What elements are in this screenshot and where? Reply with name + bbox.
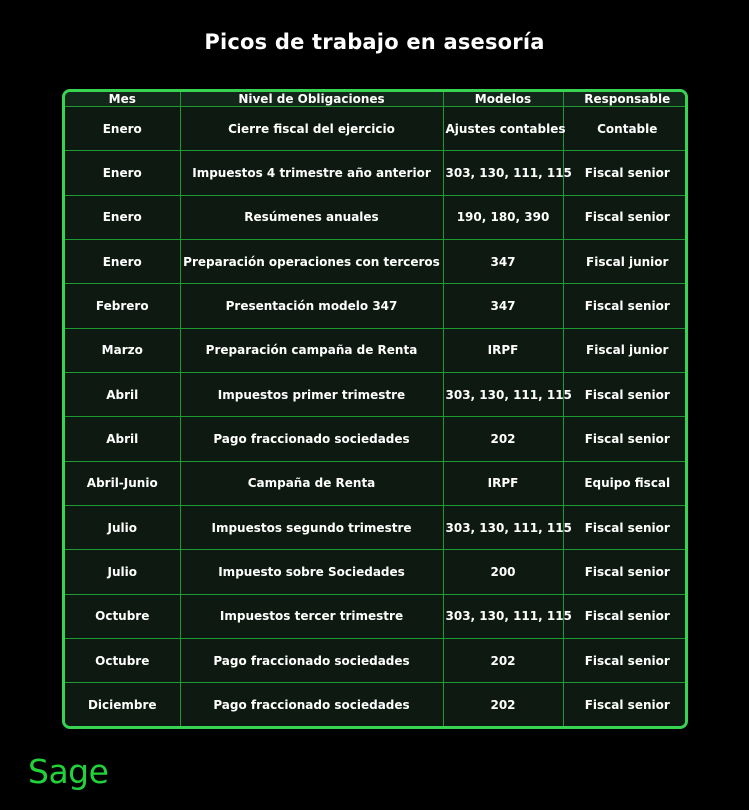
cell-modelos: 202 (443, 683, 563, 726)
table-row (65, 107, 688, 151)
cell-responsable: Fiscal senior (563, 506, 688, 550)
cell-modelos: 347 (443, 240, 563, 284)
header-responsable: Responsable (563, 92, 688, 107)
cell-nivel: Impuestos primer trimestre (180, 373, 443, 417)
obligations-table (65, 92, 688, 726)
cell-mes: Enero (65, 195, 180, 239)
table-row (65, 461, 688, 505)
cell-responsable: Fiscal senior (563, 151, 688, 195)
header-mes: Mes (65, 92, 180, 107)
cell-nivel: Impuestos segundo trimestre (180, 506, 443, 550)
cell-nivel: Pago fraccionado sociedades (180, 417, 443, 461)
cell-modelos: 303, 130, 111, 115 (443, 151, 563, 195)
cell-modelos: IRPF (443, 328, 563, 372)
header-modelos: Modelos (443, 92, 563, 107)
header-nivel-obligaciones: Nivel de Obligaciones (180, 92, 443, 107)
cell-nivel: Impuestos 4 trimestre año anterior (180, 151, 443, 195)
cell-modelos: 347 (443, 284, 563, 328)
cell-responsable: Fiscal senior (563, 594, 688, 638)
cell-modelos: 303, 130, 111, 115 (443, 506, 563, 550)
cell-modelos: Ajustes contables (443, 107, 563, 151)
cell-responsable: Fiscal junior (563, 328, 688, 372)
obligations-table-container (62, 89, 688, 729)
cell-mes: Julio (65, 506, 180, 550)
page-title: Picos de trabajo en asesoría (204, 30, 545, 54)
cell-mes: Octubre (65, 639, 180, 683)
cell-mes: Abril (65, 417, 180, 461)
table-row (65, 639, 688, 683)
cell-mes: Enero (65, 240, 180, 284)
cell-responsable: Fiscal senior (563, 683, 688, 726)
table-row (65, 594, 688, 638)
table-row (65, 240, 688, 284)
cell-responsable: Fiscal senior (563, 284, 688, 328)
cell-mes: Julio (65, 550, 180, 594)
cell-modelos: IRPF (443, 461, 563, 505)
sage-logo: Sage (28, 752, 109, 791)
cell-responsable: Equipo fiscal (563, 461, 688, 505)
cell-modelos: 303, 130, 111, 115 (443, 373, 563, 417)
cell-responsable: Fiscal senior (563, 417, 688, 461)
table-body (65, 107, 688, 727)
table-row (65, 151, 688, 195)
cell-nivel: Preparación operaciones con terceros (180, 240, 443, 284)
cell-responsable: Fiscal senior (563, 639, 688, 683)
cell-responsable: Fiscal senior (563, 195, 688, 239)
cell-mes: Enero (65, 107, 180, 151)
table-header-row (65, 92, 688, 107)
table-row (65, 195, 688, 239)
table-row (65, 506, 688, 550)
table-row (65, 284, 688, 328)
table-row (65, 328, 688, 372)
cell-responsable: Contable (563, 107, 688, 151)
cell-responsable: Fiscal junior (563, 240, 688, 284)
cell-modelos: 202 (443, 417, 563, 461)
cell-nivel: Impuesto sobre Sociedades (180, 550, 443, 594)
cell-mes: Enero (65, 151, 180, 195)
cell-nivel: Impuestos tercer trimestre (180, 594, 443, 638)
cell-nivel: Presentación modelo 347 (180, 284, 443, 328)
cell-mes: Abril-Junio (65, 461, 180, 505)
cell-modelos: 303, 130, 111, 115 (443, 594, 563, 638)
cell-nivel: Preparación campaña de Renta (180, 328, 443, 372)
cell-mes: Abril (65, 373, 180, 417)
cell-responsable: Fiscal senior (563, 373, 688, 417)
cell-nivel: Pago fraccionado sociedades (180, 639, 443, 683)
cell-modelos: 190, 180, 390 (443, 195, 563, 239)
cell-responsable: Fiscal senior (563, 550, 688, 594)
cell-mes: Octubre (65, 594, 180, 638)
table-row (65, 373, 688, 417)
table-row (65, 550, 688, 594)
cell-nivel: Campaña de Renta (180, 461, 443, 505)
cell-nivel: Resúmenes anuales (180, 195, 443, 239)
cell-mes: Febrero (65, 284, 180, 328)
cell-modelos: 200 (443, 550, 563, 594)
cell-nivel: Pago fraccionado sociedades (180, 683, 443, 726)
cell-mes: Marzo (65, 328, 180, 372)
table-row (65, 683, 688, 726)
table-row (65, 417, 688, 461)
cell-mes: Diciembre (65, 683, 180, 726)
cell-nivel: Cierre fiscal del ejercicio (180, 107, 443, 151)
cell-modelos: 202 (443, 639, 563, 683)
